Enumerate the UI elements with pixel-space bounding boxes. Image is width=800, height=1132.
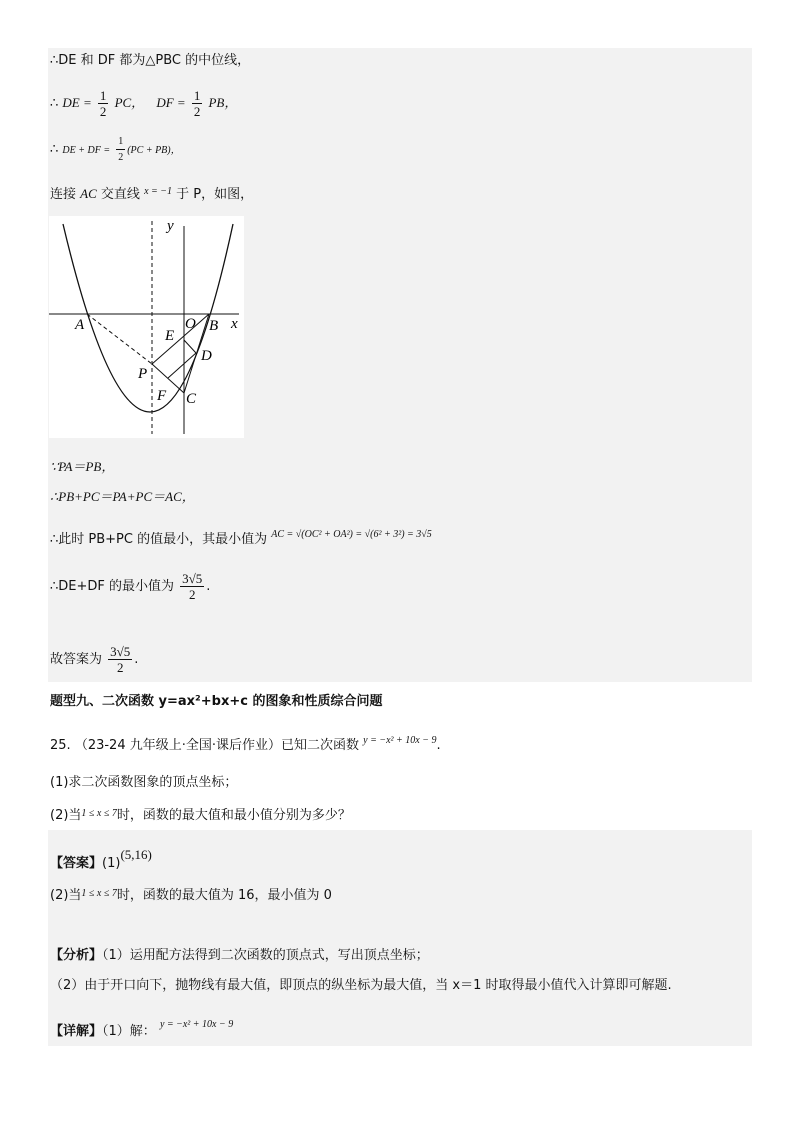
fraction-denominator: 2 bbox=[118, 152, 124, 163]
period: . bbox=[134, 652, 139, 667]
fraction-denominator: 2 bbox=[188, 587, 196, 602]
therefore-symbol: ∴ bbox=[50, 96, 59, 111]
period: . bbox=[206, 579, 211, 594]
detail-line bbox=[50, 1010, 233, 1047]
detail-label: 【详解】 bbox=[50, 1024, 103, 1039]
section-title-text: 题型九、二次函数 y=ax²+bx+c 的图象和性质综合问题 bbox=[50, 694, 383, 709]
expr-sum-tail: (PC + PB)， bbox=[127, 145, 181, 156]
answer-part2-tail: 时，函数的最大值为 16，最小值为 0 bbox=[116, 888, 332, 903]
fraction-result bbox=[180, 571, 204, 602]
text-answer: 故答案为 bbox=[50, 652, 103, 667]
part2-prefix: (2)当 bbox=[50, 808, 82, 823]
text-line: ∴DE 和 DF 都为△PBC 的中位线， bbox=[50, 53, 251, 68]
text-intersect: 交直线 bbox=[100, 187, 140, 202]
detail-text: （1）解： bbox=[102, 1024, 156, 1039]
text-de-df-min: ∴DE+DF 的最小值为 bbox=[50, 579, 175, 594]
detail-expression: y = −x² + 10x − 9 bbox=[159, 1019, 234, 1030]
label-o: O bbox=[185, 316, 196, 332]
fraction-denominator: 2 bbox=[99, 104, 107, 119]
text-connect: 连接 bbox=[50, 187, 77, 202]
period: . bbox=[436, 738, 441, 753]
answer-part2 bbox=[50, 885, 332, 905]
parabola-figure bbox=[49, 216, 244, 438]
label-a: A bbox=[75, 317, 85, 333]
part2-range: 1 ≤ x ≤ 7 bbox=[81, 808, 117, 819]
label-d: D bbox=[201, 348, 212, 364]
part1-text: (1)求二次函数图象的顶点坐标； bbox=[50, 775, 238, 790]
section-title bbox=[50, 693, 382, 711]
de-df-minimum bbox=[50, 568, 210, 606]
expr-df: DF = bbox=[156, 95, 186, 110]
fraction-numerator: 3√5 bbox=[110, 644, 131, 659]
question-source: （23-24 九年级上·全国·课后作业）已知二次函数 bbox=[74, 738, 360, 753]
text-line: ∴PB+PC＝PA+PC＝AC， bbox=[50, 489, 195, 504]
label-b: B bbox=[209, 318, 219, 334]
question-part1 bbox=[50, 774, 237, 792]
final-answer-line bbox=[50, 642, 138, 678]
therefore-symbol: ∴ bbox=[50, 142, 59, 157]
fraction-result bbox=[108, 644, 132, 675]
pa-equals-pb bbox=[50, 458, 114, 477]
answer-part2-prefix: (2)当 bbox=[50, 888, 82, 903]
expr-pb: PB， bbox=[208, 95, 238, 110]
analysis-text-2: （2）由于开口向下，抛物线有最大值，即顶点的纵坐标为最大值，当 x＝1 时取得最小值代入计算即可解题. bbox=[50, 978, 672, 993]
expr-sum: DE + DF = bbox=[62, 145, 111, 156]
analysis-text-1: （1）运用配方法得到二次函数的顶点式，写出顶点坐标； bbox=[102, 948, 429, 963]
line-equation: x = −1 bbox=[144, 186, 173, 197]
label-c: C bbox=[186, 391, 197, 407]
part2-tail: 时，函数的最大值和最小值分别为多少？ bbox=[116, 808, 351, 823]
label-e: E bbox=[165, 328, 175, 344]
fraction-denominator: 2 bbox=[116, 660, 124, 675]
label-y: y bbox=[167, 218, 174, 234]
fraction-numerator: 1 bbox=[193, 88, 201, 103]
label-x: x bbox=[231, 316, 238, 332]
text-tail: 于 P，如图， bbox=[176, 187, 254, 202]
question-number: 25. bbox=[50, 738, 71, 753]
sum-equals-ac bbox=[50, 488, 195, 507]
minimum-statement bbox=[50, 526, 432, 549]
answer-label: 【答案】 bbox=[50, 856, 103, 871]
vertex-coordinates: (5,16) bbox=[120, 847, 152, 862]
answer-part2-range: 1 ≤ x ≤ 7 bbox=[81, 888, 117, 899]
fraction-numerator: 1 bbox=[99, 88, 107, 103]
analysis-line2 bbox=[50, 977, 672, 995]
fraction-half bbox=[98, 88, 109, 119]
fraction-half bbox=[116, 134, 125, 165]
question-25 bbox=[50, 732, 441, 755]
fraction-numerator: 1 bbox=[116, 134, 125, 150]
expr-de: DE = bbox=[62, 95, 92, 110]
expr-pc: PC， bbox=[114, 95, 145, 110]
analysis-label: 【分析】 bbox=[50, 948, 103, 963]
analysis-line1 bbox=[50, 947, 429, 965]
fraction-half bbox=[192, 88, 203, 119]
sum-relation bbox=[50, 134, 181, 166]
question-part2 bbox=[50, 805, 351, 825]
midline-statement bbox=[50, 52, 250, 70]
text-minimum: ∴此时 PB+PC 的值最小，其最小值为 bbox=[50, 532, 268, 547]
answer-part1-prefix: (1) bbox=[102, 856, 121, 871]
expr-ac-value: AC = √(OC² + OA²) = √(6² + 3²) = 3√5 bbox=[271, 529, 432, 540]
connect-ac-line bbox=[50, 183, 253, 204]
half-relations bbox=[50, 86, 237, 121]
question-function: y = −x² + 10x − 9 bbox=[363, 735, 437, 746]
label-p: P bbox=[138, 366, 148, 382]
fraction-numerator: 3√5 bbox=[182, 571, 203, 586]
text-line: ∵PA＝PB， bbox=[50, 459, 115, 474]
answer-line bbox=[50, 842, 152, 877]
label-f: F bbox=[157, 388, 167, 404]
fraction-denominator: 2 bbox=[193, 104, 201, 119]
segment-ac: AC bbox=[80, 186, 97, 201]
